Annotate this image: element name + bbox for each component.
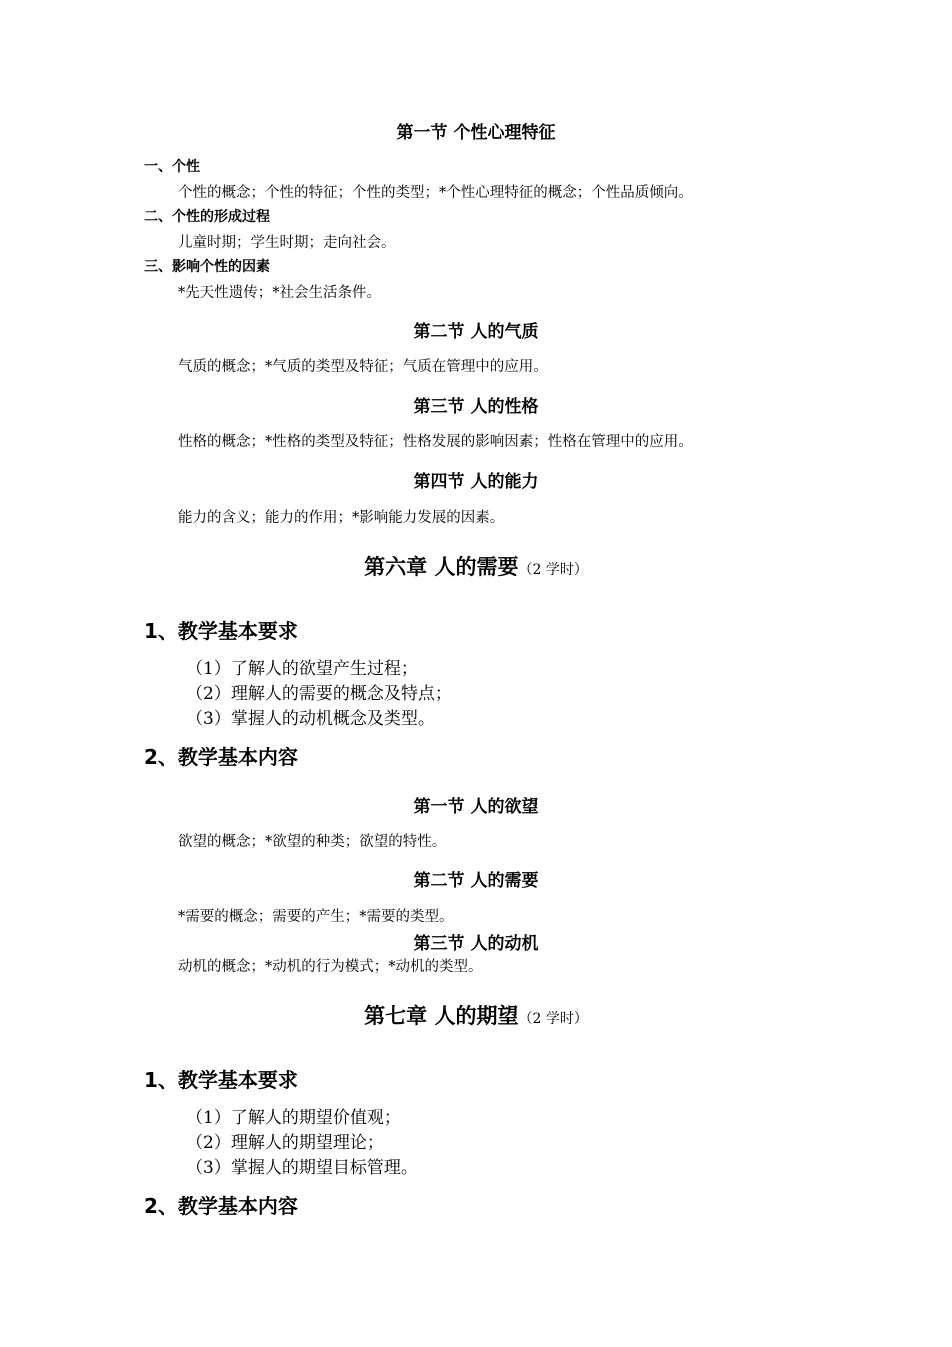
content-heading: 2、教学基本内容 — [144, 745, 298, 769]
section-text: 欲望的概念；*欲望的种类；欲望的特性。 — [178, 834, 447, 850]
section-text: *需要的概念；需要的产生；*需要的类型。 — [178, 909, 454, 925]
section-text: 性格的概念；*性格的类型及特征；性格发展的影响因素；性格在管理中的应用。 — [178, 434, 693, 450]
chapter-title-text: 第六章 人的需要 — [364, 555, 519, 579]
requirements-heading: 1、教学基本要求 — [144, 619, 298, 643]
subsection-heading: 三、影响个性的因素 — [144, 259, 270, 275]
section-text: 动机的概念；*动机的行为模式；*动机的类型。 — [178, 959, 483, 975]
requirement-item: （1）了解人的期望价值观； — [186, 1108, 401, 1128]
chapter-hours: （2 学时） — [518, 562, 588, 578]
section-title: 第二节 人的气质 — [413, 322, 539, 342]
section-title: 第二节 人的需要 — [413, 871, 539, 891]
section-title: 第四节 人的能力 — [413, 472, 539, 492]
content-heading: 2、教学基本内容 — [144, 1194, 298, 1218]
requirement-item: （2）理解人的需要的概念及特点； — [186, 684, 452, 704]
chapter-hours: （2 学时） — [518, 1011, 588, 1027]
section-title: 第三节 人的动机 — [413, 934, 539, 954]
subsection-heading: 二、个性的形成过程 — [144, 209, 270, 225]
requirement-item: （2）理解人的期望理论； — [186, 1133, 384, 1153]
requirement-item: （3）掌握人的期望目标管理。 — [186, 1158, 418, 1178]
chapter-title — [0, 1000, 952, 1030]
requirement-item: （1）了解人的欲望产生过程； — [186, 659, 418, 679]
section-title: 第一节 个性心理特征 — [396, 123, 556, 143]
requirement-item: （3）掌握人的动机概念及类型。 — [186, 709, 435, 729]
requirements-heading: 1、教学基本要求 — [144, 1068, 298, 1092]
section-text: 能力的含义；能力的作用；*影响能力发展的因素。 — [178, 510, 505, 526]
section-title: 第一节 人的欲望 — [413, 797, 539, 817]
subsection-text: *先天性遗传；*社会生活条件。 — [178, 285, 381, 301]
section-text: 气质的概念；*气质的类型及特征；气质在管理中的应用。 — [178, 359, 548, 375]
subsection-text: 儿童时期；学生时期；走向社会。 — [178, 235, 396, 251]
subsection-text: 个性的概念；个性的特征；个性的类型；*个性心理特征的概念；个性品质倾向。 — [178, 185, 693, 201]
subsection-heading: 一、个性 — [144, 159, 200, 175]
chapter-title — [0, 551, 952, 581]
section-title: 第三节 人的性格 — [413, 397, 539, 417]
chapter-title-text: 第七章 人的期望 — [364, 1004, 519, 1028]
